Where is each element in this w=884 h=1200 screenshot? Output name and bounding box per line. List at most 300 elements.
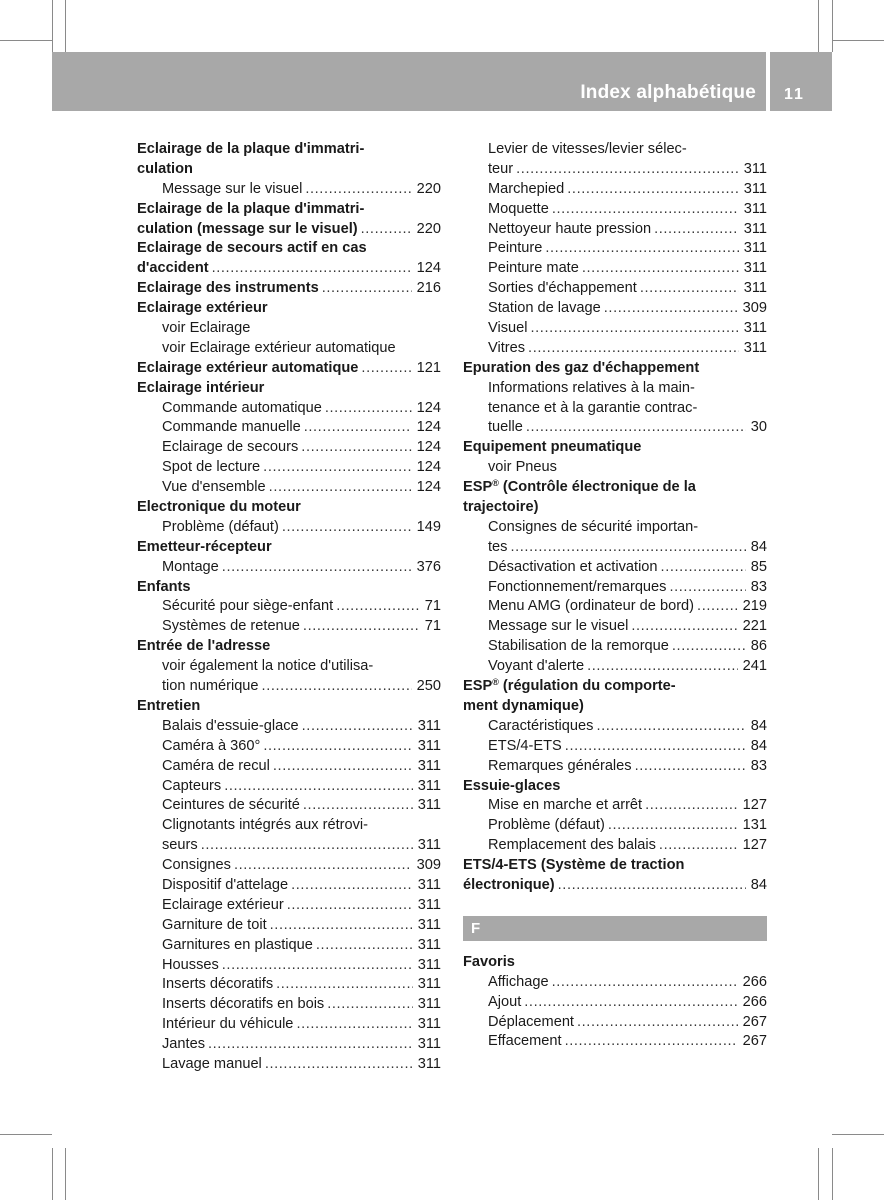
entry-label: Message sur le visuel — [162, 180, 303, 197]
crop-mark — [832, 40, 884, 41]
entry-label: Jantes — [162, 1036, 205, 1053]
index-subentry — [463, 1032, 767, 1052]
entry-label: Commande manuelle — [162, 419, 301, 436]
page-reference: 71 — [424, 618, 441, 635]
index-column-right — [463, 140, 767, 1052]
entry-label: Enfants — [137, 578, 191, 595]
entry-label: Eclairage intérieur — [137, 379, 265, 396]
dot-leader — [269, 478, 412, 498]
page-reference: 84 — [750, 538, 767, 555]
page-reference: 84 — [750, 876, 767, 893]
index-subentry — [137, 956, 441, 976]
page-reference: 86 — [750, 638, 767, 655]
entry-label: tenance et à la garantie contrac- — [488, 399, 698, 416]
index-heading — [137, 578, 441, 598]
page-reference: 311 — [743, 280, 767, 297]
page-reference: 309 — [416, 857, 441, 874]
page-reference: 131 — [742, 817, 767, 834]
entry-label: Problème (défaut) — [488, 817, 605, 834]
entry-label: Marchepied — [488, 180, 565, 197]
dot-leader — [301, 438, 411, 458]
page-reference: 311 — [417, 936, 441, 953]
entry-label: Mise en marche et arrêt — [488, 797, 643, 814]
dot-leader — [582, 259, 739, 279]
index-subentry — [463, 637, 767, 657]
index-subentry — [137, 796, 441, 816]
page-reference: 311 — [417, 916, 441, 933]
index-heading — [137, 538, 441, 558]
dot-leader — [604, 299, 738, 319]
entry-label: Menu AMG (ordinateur de bord) — [488, 598, 695, 615]
entry-label: Levier de vitesses/levier sélec- — [488, 141, 687, 157]
index-subentry — [463, 737, 767, 757]
index-subentry — [463, 220, 767, 240]
dot-leader — [291, 876, 413, 896]
dot-leader — [222, 558, 412, 578]
dot-leader — [528, 339, 739, 359]
dot-leader — [222, 956, 413, 976]
entry-label: Voyant d'alerte — [488, 658, 585, 675]
dot-leader — [316, 936, 413, 956]
page-reference: 376 — [416, 558, 441, 575]
dot-leader — [212, 259, 412, 279]
index-subentry — [137, 936, 441, 956]
dot-leader — [516, 160, 739, 180]
entry-label: Eclairage de la plaque d'immatri- — [137, 141, 365, 157]
entry-label: Remplacement des balais — [488, 837, 656, 854]
entry-label: d'accident — [137, 260, 209, 277]
index-subentry — [137, 975, 441, 995]
index-column-left — [137, 140, 441, 1075]
dot-leader — [234, 856, 412, 876]
entry-label: Dispositif d'attelage — [162, 876, 289, 893]
entry-label: ment dynamique) — [463, 697, 584, 714]
entry-label: Spot de lecture — [162, 459, 261, 476]
index-heading — [137, 239, 441, 279]
dot-leader — [631, 617, 737, 637]
entry-label: Visuel — [488, 320, 528, 337]
page-reference: 311 — [417, 757, 441, 774]
entry-label: Vue d'ensemble — [162, 479, 266, 496]
index-subentry — [463, 836, 767, 856]
entry-label: Affichage — [488, 973, 549, 990]
entry-label: Caméra de recul — [162, 757, 270, 774]
dot-leader — [282, 518, 412, 538]
dot-leader — [273, 757, 413, 777]
entry-label: Peinture — [488, 240, 543, 257]
index-subentry — [463, 816, 767, 836]
entry-label: ESP® (régulation du comporte- — [463, 677, 676, 695]
dot-leader — [322, 279, 412, 299]
index-subentry — [463, 518, 767, 558]
index-subentry — [463, 717, 767, 737]
page-reference: 311 — [417, 777, 441, 794]
entry-label: Station de lavage — [488, 300, 601, 317]
entry-label: Balais d'essuie-glace — [162, 717, 299, 734]
index-subentry — [137, 438, 441, 458]
index-subentry — [463, 973, 767, 993]
dot-leader — [654, 220, 739, 240]
dot-leader — [659, 836, 738, 856]
entry-label: Caractéristiques — [488, 717, 594, 734]
dot-leader — [263, 458, 411, 478]
index-subentry — [137, 777, 441, 797]
index-subentry — [463, 259, 767, 279]
index-subentry — [463, 757, 767, 777]
index-heading — [137, 498, 441, 518]
page-reference: 267 — [742, 1033, 767, 1050]
index-heading — [463, 478, 767, 518]
entry-label: Garnitures en plastique — [162, 936, 313, 953]
index-subentry — [463, 140, 767, 180]
index-subentry — [137, 995, 441, 1015]
index-heading — [137, 379, 441, 399]
entry-label: Lavage manuel — [162, 1055, 262, 1072]
page-reference: 311 — [743, 240, 767, 257]
page-reference: 311 — [417, 976, 441, 993]
index-subentry — [137, 518, 441, 538]
entry-label: Entrée de l'adresse — [137, 638, 271, 655]
dot-leader — [287, 896, 413, 916]
dot-leader — [524, 993, 737, 1013]
entry-label: voir Eclairage — [162, 320, 251, 337]
dot-leader — [270, 916, 413, 936]
entry-label: Intérieur du véhicule — [162, 1016, 294, 1033]
index-subentry — [137, 816, 441, 856]
page-reference: 311 — [417, 837, 441, 854]
index-heading — [137, 200, 441, 240]
page-reference: 311 — [743, 339, 767, 356]
entry-label: Sorties d'échappement — [488, 280, 637, 297]
page-reference: 124 — [416, 479, 441, 496]
dot-leader — [303, 617, 420, 637]
index-subentry — [137, 418, 441, 438]
entry-label: Remarques générales — [488, 757, 632, 774]
index-heading — [463, 359, 767, 379]
index-subentry — [463, 558, 767, 578]
index-subentry — [463, 239, 767, 259]
entry-label: Caméra à 360° — [162, 737, 261, 754]
page-reference: 84 — [750, 737, 767, 754]
dot-leader — [296, 1015, 412, 1035]
dot-leader — [526, 418, 746, 438]
dot-leader — [577, 1013, 738, 1033]
page-reference: 266 — [742, 973, 767, 990]
page-reference: 311 — [743, 160, 767, 177]
entry-label: Epuration des gaz d'échappement — [463, 359, 700, 376]
index-heading — [463, 777, 767, 797]
dot-leader — [263, 737, 412, 757]
entry-label: tion numérique — [162, 678, 259, 695]
registered-mark: ® — [492, 478, 499, 489]
crop-mark — [818, 1148, 819, 1200]
index-subentry — [137, 737, 441, 757]
entry-label: Eclairage extérieur — [162, 896, 284, 913]
page-reference: 311 — [417, 737, 441, 754]
index-heading — [137, 637, 441, 657]
page-reference: 127 — [742, 837, 767, 854]
page-reference: 309 — [742, 300, 767, 317]
page-reference: 71 — [424, 598, 441, 615]
dot-leader — [596, 717, 745, 737]
page-title: Index alphabétique — [580, 82, 756, 103]
index-subentry — [137, 180, 441, 200]
index-subentry — [463, 339, 767, 359]
entry-label: voir Pneus — [488, 459, 557, 476]
entry-label: Consignes — [162, 857, 231, 874]
entry-label: Eclairage de la plaque d'immatri- — [137, 200, 365, 217]
crop-mark — [52, 1148, 53, 1200]
index-heading — [137, 279, 441, 299]
index-subentry — [137, 1055, 441, 1075]
dot-leader — [327, 995, 413, 1015]
page-header — [52, 52, 766, 111]
index-subentry — [463, 200, 767, 220]
index-subentry — [137, 319, 441, 339]
index-subentry — [463, 180, 767, 200]
page-reference: 311 — [417, 1055, 441, 1072]
dot-leader — [645, 796, 738, 816]
page-reference: 220 — [416, 180, 441, 197]
entry-label: voir également la notice d'utilisa- — [162, 658, 374, 675]
dot-leader — [558, 876, 746, 896]
page-reference: 124 — [416, 419, 441, 436]
dot-leader — [608, 816, 738, 836]
dot-leader — [565, 1032, 738, 1052]
page-reference: 127 — [742, 797, 767, 814]
index-subentry — [137, 717, 441, 737]
entry-label: Favoris — [463, 953, 515, 970]
dot-leader — [361, 359, 411, 379]
page-reference: 124 — [416, 459, 441, 476]
dot-leader — [336, 597, 420, 617]
entry-label: Essuie-glaces — [463, 777, 561, 794]
index-subentry — [137, 896, 441, 916]
dot-leader — [567, 180, 738, 200]
entry-label: Peinture mate — [488, 260, 579, 277]
index-subentry — [463, 993, 767, 1013]
page-reference: 220 — [416, 220, 441, 237]
entry-label: ETS/4-ETS — [488, 737, 562, 754]
page-reference: 266 — [742, 993, 767, 1010]
entry-label: Problème (défaut) — [162, 518, 279, 535]
crop-mark — [52, 0, 53, 52]
section-letter: F — [463, 916, 767, 941]
index-subentry — [137, 876, 441, 896]
entry-label: Fonctionnement/remarques — [488, 578, 667, 595]
dot-leader — [669, 578, 745, 598]
crop-mark — [818, 0, 819, 52]
entry-label: Moquette — [488, 200, 549, 217]
entry-label: Systèmes de retenue — [162, 618, 300, 635]
entry-label: Stabilisation de la remorque — [488, 638, 669, 655]
page-reference: 241 — [742, 658, 767, 675]
index-subentry — [137, 757, 441, 777]
dot-leader — [262, 677, 412, 697]
registered-mark: ® — [492, 677, 499, 688]
crop-mark — [832, 0, 833, 52]
entry-label: Garniture de toit — [162, 916, 267, 933]
dot-leader — [265, 1055, 413, 1075]
page-reference: 311 — [743, 200, 767, 217]
dot-leader — [672, 637, 746, 657]
dot-leader — [305, 180, 411, 200]
index-subentry — [137, 1015, 441, 1035]
dot-leader — [552, 200, 739, 220]
page-reference: 221 — [742, 618, 767, 635]
page-reference: 311 — [417, 896, 441, 913]
entry-label: Message sur le visuel — [488, 618, 629, 635]
dot-leader — [587, 657, 738, 677]
entry-label: Eclairage des instruments — [137, 280, 319, 297]
entry-label: culation — [137, 160, 193, 177]
page-reference: 124 — [416, 260, 441, 277]
dot-leader — [545, 239, 738, 259]
page-reference: 267 — [742, 1013, 767, 1030]
index-subentry — [137, 399, 441, 419]
entry-label: Inserts décoratifs en bois — [162, 996, 325, 1013]
index-subentry — [463, 578, 767, 598]
index-heading — [463, 953, 767, 973]
dot-leader — [640, 279, 739, 299]
dot-leader — [552, 973, 738, 993]
entry-label: seurs — [162, 837, 198, 854]
entry-label: Eclairage de secours actif en cas — [137, 240, 367, 257]
index-heading — [137, 359, 441, 379]
crop-mark — [832, 1148, 833, 1200]
entry-label: Equipement pneumatique — [463, 439, 642, 456]
dot-leader — [661, 558, 746, 578]
entry-label: ETS/4-ETS (Système de traction — [463, 857, 685, 874]
index-subentry — [137, 339, 441, 359]
page-reference: 250 — [416, 678, 441, 695]
entry-label: Désactivation et activation — [488, 558, 658, 575]
dot-leader — [697, 597, 738, 617]
entry-label: Eclairage extérieur automatique — [137, 359, 359, 376]
dot-leader — [302, 717, 413, 737]
page-reference: 216 — [416, 280, 441, 297]
page-reference: 311 — [417, 996, 441, 1013]
entry-label: voir Eclairage extérieur automatique — [162, 339, 396, 356]
page-reference: 149 — [416, 518, 441, 535]
entry-label: Vitres — [488, 339, 526, 356]
dot-leader — [510, 538, 745, 558]
index-subentry — [463, 299, 767, 319]
entry-label: Nettoyeur haute pression — [488, 220, 652, 237]
entry-label: Capteurs — [162, 777, 222, 794]
page-reference: 30 — [750, 419, 767, 436]
page-reference: 311 — [417, 956, 441, 973]
index-subentry — [463, 279, 767, 299]
page-reference: 311 — [417, 797, 441, 814]
entry-label: Clignotants intégrés aux rétrovi- — [162, 817, 369, 834]
index-subentry — [137, 916, 441, 936]
page-reference: 311 — [417, 1036, 441, 1053]
dot-leader — [530, 319, 738, 339]
page-reference: 83 — [750, 578, 767, 595]
index-subentry — [137, 478, 441, 498]
page-reference: 84 — [750, 717, 767, 734]
dot-leader — [224, 777, 413, 797]
dot-leader — [304, 418, 412, 438]
entry-label: Consignes de sécurité importan- — [488, 518, 699, 535]
entry-label: Ceintures de sécurité — [162, 797, 300, 814]
dot-leader — [635, 757, 746, 777]
page-number-box — [770, 52, 832, 111]
crop-mark — [65, 1148, 66, 1200]
page-reference: 311 — [743, 180, 767, 197]
index-subentry — [463, 597, 767, 617]
entry-label: teur — [488, 160, 514, 177]
entry-label: trajectoire) — [463, 499, 539, 516]
dot-leader — [325, 399, 412, 419]
entry-label: électronique) — [463, 876, 555, 893]
page-reference: 121 — [416, 359, 441, 376]
entry-label: ESP® (Contrôle électronique de la — [463, 478, 696, 496]
index-heading — [463, 856, 767, 896]
index-heading — [463, 677, 767, 717]
index-subentry — [463, 319, 767, 339]
entry-label: Montage — [162, 558, 219, 575]
entry-label: Effacement — [488, 1033, 562, 1050]
entry-label: Electronique du moteur — [137, 499, 301, 516]
dot-leader — [361, 220, 412, 240]
entry-label: culation (message sur le visuel) — [137, 220, 358, 237]
index-subentry — [463, 657, 767, 677]
crop-mark — [65, 0, 66, 52]
index-subentry — [137, 657, 441, 697]
entry-label: Eclairage de secours — [162, 439, 299, 456]
page-reference: 311 — [743, 220, 767, 237]
entry-label: Entretien — [137, 697, 201, 714]
crop-mark — [832, 1134, 884, 1135]
entry-label: tuelle — [488, 419, 523, 436]
entry-label: Sécurité pour siège-enfant — [162, 598, 334, 615]
page-reference: 83 — [750, 757, 767, 774]
index-heading — [137, 697, 441, 717]
index-heading — [137, 299, 441, 319]
index-heading — [463, 438, 767, 458]
entry-label: Informations relatives à la main- — [488, 379, 695, 396]
page-reference: 311 — [743, 260, 767, 277]
entry-label: Déplacement — [488, 1013, 574, 1030]
entry-label: Commande automatique — [162, 399, 322, 416]
index-subentry — [137, 558, 441, 578]
page-reference: 311 — [417, 876, 441, 893]
entry-label: Ajout — [488, 993, 522, 1010]
index-subentry — [463, 617, 767, 637]
page-number: 11 — [784, 86, 805, 103]
page-reference: 311 — [417, 717, 441, 734]
dot-leader — [208, 1035, 413, 1055]
entry-label: tes — [488, 538, 508, 555]
index-subentry — [463, 458, 767, 478]
page-reference: 124 — [416, 439, 441, 456]
page-reference: 124 — [416, 399, 441, 416]
crop-mark — [0, 40, 52, 41]
page-reference: 311 — [417, 1016, 441, 1033]
entry-label: Housses — [162, 956, 219, 973]
entry-label: Eclairage extérieur — [137, 300, 268, 317]
index-subentry — [137, 856, 441, 876]
dot-leader — [303, 796, 413, 816]
entry-label: Emetteur-récepteur — [137, 538, 272, 555]
index-subentry — [137, 597, 441, 617]
page-reference: 311 — [743, 320, 767, 337]
index-heading — [137, 140, 441, 180]
dot-leader — [276, 975, 413, 995]
index-subentry — [463, 379, 767, 439]
